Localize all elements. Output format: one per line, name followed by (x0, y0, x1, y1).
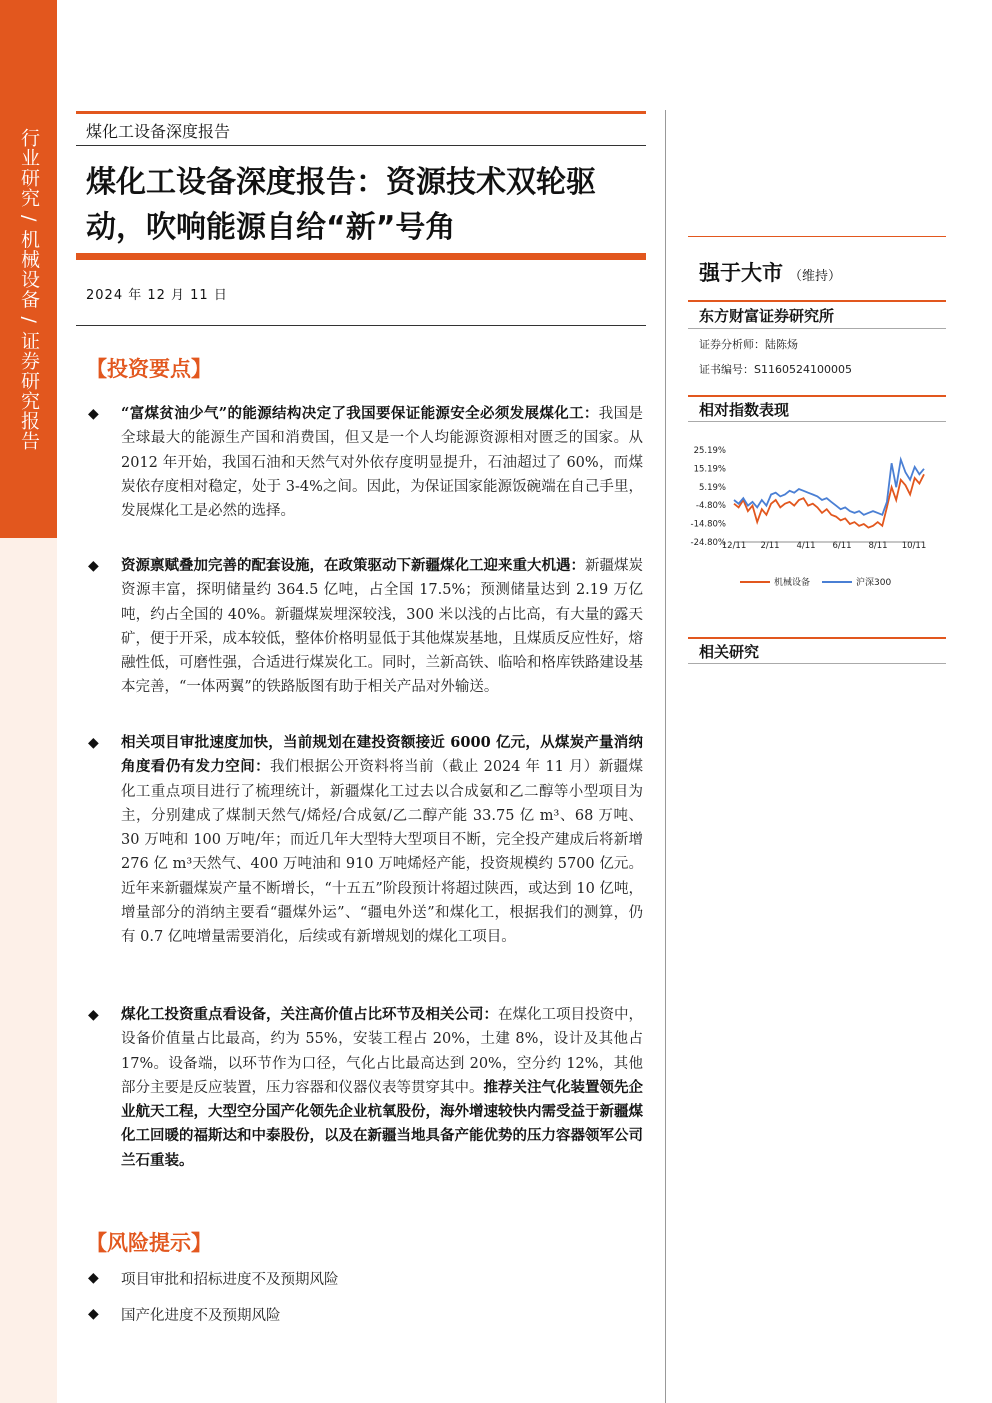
y-tick-label: 15.19% (693, 464, 726, 475)
legend-label: 沪深300 (856, 578, 892, 588)
invest-point-3: 相关项目审批速度加快，当前规划在建投资额接近 6000 亿元，从煤炭产量消纳角度看仍有发力空间：我们根据公开资料将当前（截止 2024 年 11 月）新疆煤化工重点项目进行了梳理统计，新疆煤化工过去以合成氨和乙二醇等小型项目为主，分别建成了煤制天然气/烯烃/合成氨/乙二醇产能 33.75 亿 m³、68 万吨、30 万吨和 100 万吨/年；而近几年大型特大型项目不断，完全投产建成后将新增 276 亿 m³天然气、400 万吨油和 910 万吨烯烃产能，投资规模约 5700 亿元。近年来新疆煤炭产量不断增长，“十五五”阶段预计将超过陕西，或达到 10 亿吨，增量部分的消纳主要看“疆煤外运”、“疆电外送”和煤化工，根据我们的测算，仍有 0.7 亿吨增量需要消化，后续或有新增规划的煤化工项目。 (121, 734, 643, 946)
related-under-rule (688, 663, 946, 664)
date-rule (76, 325, 646, 326)
rating-note: （维持） (789, 269, 842, 284)
y-tick-label: -24.80% (690, 538, 726, 548)
rating-value: 强于大市 (699, 261, 783, 285)
invest-heading: 【投资要点】 (86, 356, 212, 381)
related-heading: 相关研究 (699, 643, 760, 661)
diamond-bullet-icon: ◆ (88, 558, 99, 574)
analyst: 证券分析师：陆陈炀 (699, 338, 798, 351)
page-title: 煤化工设备深度报告：资源技术双轮驱动，吹响能源自给“新”号角 (86, 165, 596, 245)
rating (699, 257, 841, 287)
related-rule (688, 637, 946, 639)
diamond-bullet-icon: ◆ (88, 735, 99, 751)
risk-item-2: 国产化进度不及预期风险 (121, 1308, 281, 1324)
relative-performance-chart (688, 432, 946, 602)
diamond-bullet-icon: ◆ (88, 406, 99, 422)
diamond-bullet-icon: ◆ (88, 1270, 99, 1286)
institute-under-rule (688, 328, 946, 329)
y-tick-label: -4.80% (695, 501, 726, 512)
diamond-bullet-icon: ◆ (88, 1306, 99, 1322)
title-rule (76, 253, 646, 260)
series-line-2 (734, 460, 924, 515)
x-tick-label: 10/11 (901, 541, 927, 551)
x-tick-label: 4/11 (796, 541, 816, 551)
y-tick-label: 25.19% (693, 446, 726, 456)
x-tick-label: 2/11 (760, 541, 780, 551)
invest-point-1: “富煤贫油少气”的能源结构决定了我国要保证能源安全必须发展煤化工：我国是全球最大的能源生产国和消费国，但又是一个人均能源资源相对匮乏的国家。从 2012 年开始，我国石油和天然气对外依存度明显提升，石油超过了 60%，而煤炭依存度相对稳定，处于 3-4%之间。因此，为保证国家能源饭碗端在自己手里，发展煤化工是必然的选择。 (121, 405, 644, 520)
report-tag: 煤化工设备深度报告 (86, 122, 231, 141)
x-tick-label: 6/11 (832, 541, 852, 551)
sidebar-label: 行业研究 / 机械设备 / 证券研究报告 (18, 128, 40, 451)
perf-under-rule (688, 421, 946, 422)
rating-top-rule (688, 236, 946, 237)
x-tick-label: 12/11 (721, 541, 747, 551)
invest-point-2: 资源禀赋叠加完善的配套设施，在政策驱动下新疆煤化工迎来重大机遇：新疆煤炭资源丰富，探明储量约 364.5 亿吨，占全国 17.5%；预测储量达到 2.19 万亿吨，约占全国的 40%。新疆煤炭埋深较浅，300 米以浅的占比高，有大量的露天矿，便于开采，成本较低，整体价格明显低于其他煤炭基地，且煤质反应性好，熔融性低，可磨性强，合适进行煤炭化工。同时，兰新高铁、临哈和格库铁路建设基本完善，“一体两翼”的铁路版图有助于相关产品对外输送。 (121, 557, 643, 696)
risk-item-1: 项目审批和招标进度不及预期风险 (121, 1272, 339, 1288)
top-rule (76, 111, 646, 114)
perf-rule (688, 395, 946, 397)
tag-rule (76, 145, 646, 146)
legend-label: 机械设备 (774, 578, 811, 588)
risk-heading: 【风险提示】 (86, 1230, 212, 1255)
x-tick-label: 8/11 (868, 541, 888, 551)
y-tick-label: -14.80% (690, 519, 726, 530)
institute-rule (688, 300, 946, 302)
y-tick-label: 5.19% (698, 482, 726, 493)
perf-heading: 相对指数表现 (699, 401, 790, 419)
certificate-number: 证书编号：S1160524100005 (699, 363, 852, 376)
diamond-bullet-icon: ◆ (88, 1007, 99, 1023)
report-date: 2024 年 12 月 11 日 (86, 288, 228, 303)
institute-name: 东方财富证券研究所 (699, 307, 835, 325)
sidebar (0, 0, 57, 1403)
column-divider (665, 110, 666, 1403)
invest-point-4: 煤化工投资重点看设备，关注高价值占比环节及相关公司：在煤化工项目投资中，设备价值量占比最高，约为 55%，安装工程占 20%，土建 8%，设计及其他占 17%。设备端，以环节作为口径，气化占比最高达到 20%，空分约 12%，其他部分主要是反应装置，压力容器和仪器仪表等贯穿其中。推荐关注气化装置领先企业航天工程，大型空分国产化领先企业杭氧股份，海外增速较快内需受益于新疆煤化工回暖的福斯达和中泰股份，以及在新疆当地具备产能优势的压力容器领军公司兰石重装。 (121, 1006, 643, 1169)
